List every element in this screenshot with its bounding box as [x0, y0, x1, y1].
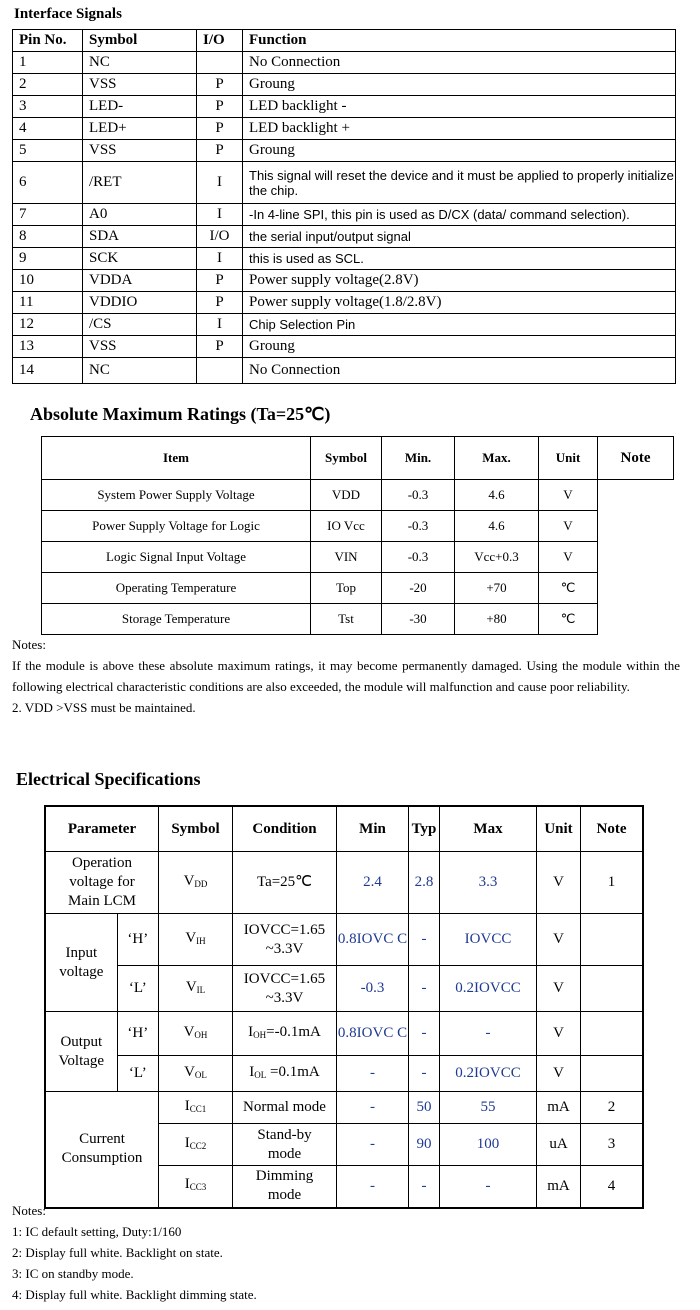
- function-cell: Chip Selection Pin: [243, 314, 676, 336]
- io-cell: [197, 52, 243, 74]
- table-row: [13, 248, 676, 270]
- symbol-cell: Tst: [311, 604, 382, 635]
- table-row: [13, 336, 676, 358]
- table-row: [13, 74, 676, 96]
- min-cell: -: [337, 1092, 409, 1124]
- electrical-rows: [45, 852, 643, 1208]
- condition-cell: Ta=25℃: [233, 852, 337, 914]
- symbol-sub: DD: [194, 878, 208, 889]
- table-row: [45, 914, 643, 966]
- symbol-sub: IH: [196, 935, 206, 946]
- level-cell: ‘H’: [117, 1012, 158, 1056]
- note-cell: [581, 1012, 644, 1056]
- table-row: [13, 226, 676, 248]
- unit-cell: uA: [537, 1124, 581, 1166]
- table-header-row: [42, 437, 674, 480]
- param-label: Current Consumption: [45, 1092, 159, 1208]
- pin-cell: 8: [13, 226, 83, 248]
- condition-cell: [233, 1012, 337, 1056]
- symbol-cell: [159, 966, 233, 1012]
- param-label: Input voltage: [45, 914, 117, 1012]
- symbol-cell: NC: [83, 52, 197, 74]
- max-cell: 4.6: [455, 480, 539, 511]
- symbol-text: V: [183, 872, 195, 889]
- table-row: [13, 52, 676, 74]
- symbol-sub: CC1: [189, 1103, 207, 1114]
- unit-cell: V: [537, 914, 581, 966]
- symbol-cell: VSS: [83, 140, 197, 162]
- pin-cell: 12: [13, 314, 83, 336]
- unit-cell: V: [537, 852, 581, 914]
- table-row: [45, 852, 643, 914]
- function-cell: this is used as SCL.: [243, 248, 676, 270]
- function-cell: LED backlight -: [243, 96, 676, 118]
- header-min: Min: [337, 806, 409, 852]
- table-row: [13, 314, 676, 336]
- io-cell: P: [197, 270, 243, 292]
- pin-cell: 3: [13, 96, 83, 118]
- table-row: [13, 292, 676, 314]
- max-cell: Vcc+0.3: [455, 542, 539, 573]
- symbol-text: V: [185, 929, 197, 946]
- symbol-text: V: [183, 1023, 195, 1040]
- io-cell: P: [197, 96, 243, 118]
- unit-cell: V: [537, 1056, 581, 1092]
- pin-cell: 10: [13, 270, 83, 292]
- function-cell: Power supply voltage(2.8V): [243, 270, 676, 292]
- unit-cell: V: [539, 542, 598, 573]
- item-cell: Operating Temperature: [42, 573, 311, 604]
- unit-cell: mA: [537, 1092, 581, 1124]
- header-function: Function: [243, 30, 676, 52]
- max-cell: +70: [455, 573, 539, 604]
- header-pin: Pin No.: [13, 30, 83, 52]
- symbol-cell: [159, 852, 233, 914]
- header-note: Note: [581, 806, 644, 852]
- table-row: [42, 542, 674, 573]
- item-cell: Power Supply Voltage for Logic: [42, 511, 311, 542]
- min-cell: -20: [382, 573, 455, 604]
- max-cell: 55: [440, 1092, 537, 1124]
- io-cell: P: [197, 74, 243, 96]
- header-symbol: Symbol: [83, 30, 197, 52]
- unit-cell: V: [537, 1012, 581, 1056]
- pin-cell: 5: [13, 140, 83, 162]
- header-max: Max.: [455, 437, 539, 480]
- note-text: 4: Display full white. Backlight dimming state.: [12, 1287, 257, 1302]
- condition-cell: Normal mode: [233, 1092, 337, 1124]
- header-io: I/O: [197, 30, 243, 52]
- symbol-sub: CC3: [189, 1182, 207, 1193]
- cond-text: =0.1mA: [266, 1063, 320, 1080]
- elec-notes: [12, 1200, 680, 1305]
- symbol-cell: LED+: [83, 118, 197, 140]
- symbol-cell: VSS: [83, 336, 197, 358]
- cond-sub: OH: [253, 1029, 267, 1040]
- min-cell: -30: [382, 604, 455, 635]
- condition-cell: Stand-by mode: [233, 1124, 337, 1166]
- table-row: [13, 140, 676, 162]
- table-row: [13, 204, 676, 226]
- symbol-cell: VSS: [83, 74, 197, 96]
- typ-cell: -: [409, 1166, 440, 1208]
- symbol-cell: SDA: [83, 226, 197, 248]
- min-cell: -0.3: [382, 511, 455, 542]
- condition-cell: [233, 1056, 337, 1092]
- header-typ: Typ: [409, 806, 440, 852]
- cond-sub: OL: [254, 1069, 267, 1080]
- table-row: [13, 118, 676, 140]
- io-cell: P: [197, 118, 243, 140]
- condition-cell: Dimming mode: [233, 1166, 337, 1208]
- header-unit: Unit: [539, 437, 598, 480]
- table-row: [45, 1056, 643, 1092]
- elec-title: Electrical Specifications: [16, 769, 201, 789]
- interface-signals-table: [12, 29, 676, 384]
- io-cell: I: [197, 204, 243, 226]
- max-cell: 3.3: [440, 852, 537, 914]
- max-cell: 0.2IOVCC: [440, 966, 537, 1012]
- header-symbol: Symbol: [159, 806, 233, 852]
- note-cell: 3: [581, 1124, 644, 1166]
- table-row: [13, 96, 676, 118]
- symbol-text: V: [184, 1063, 195, 1080]
- max-cell: -: [440, 1166, 537, 1208]
- interface-title: Interface Signals: [14, 6, 122, 22]
- symbol-cell: [159, 1092, 233, 1124]
- typ-cell: 2.8: [409, 852, 440, 914]
- header-symbol: Symbol: [311, 437, 382, 480]
- header-item: Item: [42, 437, 311, 480]
- function-cell: This signal will reset the device and it must be applied to properly initialize the chip.: [243, 162, 676, 204]
- interface-rows: [13, 52, 676, 384]
- header-unit: Unit: [537, 806, 581, 852]
- note-cell: [581, 1056, 644, 1092]
- function-cell: No Connection: [243, 358, 676, 384]
- note-cell: 1: [581, 852, 644, 914]
- condition-cell: IOVCC=1.65 ~3.3V: [233, 966, 337, 1012]
- table-row: [45, 1012, 643, 1056]
- unit-cell: V: [539, 480, 598, 511]
- unit-cell: ℃: [539, 573, 598, 604]
- table-row: [42, 511, 674, 542]
- level-cell: ‘H’: [117, 914, 158, 966]
- cond-text: I: [249, 1063, 255, 1080]
- pin-cell: 14: [13, 358, 83, 384]
- item-cell: System Power Supply Voltage: [42, 480, 311, 511]
- symbol-cell: VDDA: [83, 270, 197, 292]
- symbol-sub: CC2: [189, 1140, 207, 1151]
- max-cell: 100: [440, 1124, 537, 1166]
- min-cell: 0.8IOVC C: [337, 1012, 409, 1056]
- symbol-cell: [159, 914, 233, 966]
- function-cell: No Connection: [243, 52, 676, 74]
- typ-cell: 50: [409, 1092, 440, 1124]
- pin-cell: 4: [13, 118, 83, 140]
- note-text: 3: IC on standby mode.: [12, 1266, 134, 1281]
- note-text: 2: Display full white. Backlight on state.: [12, 1245, 223, 1260]
- header-parameter: Parameter: [45, 806, 159, 852]
- io-cell: P: [197, 336, 243, 358]
- symbol-text: I: [184, 1176, 190, 1193]
- min-cell: -0.3: [382, 480, 455, 511]
- note-cell: [581, 966, 644, 1012]
- symbol-sub: OH: [194, 1029, 208, 1040]
- function-cell: the serial input/output signal: [243, 226, 676, 248]
- note-cell: [598, 480, 674, 635]
- io-cell: I: [197, 314, 243, 336]
- symbol-sub: IL: [196, 984, 206, 995]
- item-cell: Logic Signal Input Voltage: [42, 542, 311, 573]
- cond-text: I: [248, 1023, 254, 1040]
- symbol-cell: [159, 1056, 233, 1092]
- symbol-text: I: [184, 1097, 190, 1114]
- symbol-cell: LED-: [83, 96, 197, 118]
- item-cell: Storage Temperature: [42, 604, 311, 635]
- param-label: Output Voltage: [45, 1012, 117, 1092]
- function-cell: Groung: [243, 140, 676, 162]
- typ-cell: -: [409, 966, 440, 1012]
- unit-cell: V: [537, 966, 581, 1012]
- table-header-row: [13, 30, 676, 52]
- note-cell: [581, 914, 644, 966]
- io-cell: I: [197, 248, 243, 270]
- note-text: 1: IC default setting, Duty:1/160: [12, 1224, 182, 1239]
- param-label: Operation voltage for Main LCM: [45, 852, 159, 914]
- io-cell: P: [197, 140, 243, 162]
- header-condition: Condition: [233, 806, 337, 852]
- max-cell: 4.6: [455, 511, 539, 542]
- pin-cell: 1: [13, 52, 83, 74]
- pin-cell: 7: [13, 204, 83, 226]
- table-row: [13, 358, 676, 384]
- min-cell: 0.8IOVC C: [337, 914, 409, 966]
- symbol-cell: A0: [83, 204, 197, 226]
- header-note: Note: [598, 437, 674, 480]
- unit-cell: V: [539, 511, 598, 542]
- symbol-cell: NC: [83, 358, 197, 384]
- table-row: [13, 162, 676, 204]
- pin-cell: 6: [13, 162, 83, 204]
- note-cell: 4: [581, 1166, 644, 1208]
- symbol-text: I: [184, 1134, 190, 1151]
- header-min: Min.: [382, 437, 455, 480]
- absmax-table: [41, 436, 674, 635]
- typ-cell: 90: [409, 1124, 440, 1166]
- min-cell: 2.4: [337, 852, 409, 914]
- symbol-cell: /CS: [83, 314, 197, 336]
- io-cell: P: [197, 292, 243, 314]
- function-cell: -In 4-line SPI, this pin is used as D/CX (data/ command selection).: [243, 204, 676, 226]
- symbol-text: V: [185, 978, 197, 995]
- max-cell: 0.2IOVCC: [440, 1056, 537, 1092]
- min-cell: -: [337, 1056, 409, 1092]
- symbol-cell: SCK: [83, 248, 197, 270]
- pin-cell: 11: [13, 292, 83, 314]
- symbol-cell: /RET: [83, 162, 197, 204]
- function-cell: Groung: [243, 336, 676, 358]
- max-cell: -: [440, 1012, 537, 1056]
- pin-cell: 2: [13, 74, 83, 96]
- symbol-cell: [159, 1124, 233, 1166]
- max-cell: IOVCC: [440, 914, 537, 966]
- level-cell: ‘L’: [117, 1056, 158, 1092]
- cond-text: =-0.1mA: [266, 1023, 321, 1040]
- min-cell: -0.3: [337, 966, 409, 1012]
- absmax-notes: [12, 634, 680, 718]
- typ-cell: -: [409, 1012, 440, 1056]
- condition-cell: IOVCC=1.65 ~3.3V: [233, 914, 337, 966]
- table-row: [42, 573, 674, 604]
- min-cell: -0.3: [382, 542, 455, 573]
- io-cell: I: [197, 162, 243, 204]
- typ-cell: -: [409, 914, 440, 966]
- note-text: 2. VDD >VSS must be maintained.: [12, 700, 196, 715]
- note-cell: 2: [581, 1092, 644, 1124]
- table-header-row: [45, 806, 643, 852]
- pin-cell: 9: [13, 248, 83, 270]
- typ-cell: -: [409, 1056, 440, 1092]
- header-max: Max: [440, 806, 537, 852]
- absmax-title: Absolute Maximum Ratings (Ta=25℃): [30, 404, 331, 424]
- symbol-cell: VIN: [311, 542, 382, 573]
- electrical-specs-table: [44, 805, 644, 1209]
- function-cell: Groung: [243, 74, 676, 96]
- notes-label: Notes:: [12, 637, 46, 652]
- note-text: If the module is above these absolute maximum ratings, it may become permanently damaged. Using the module within the following electrical characteristic conditions are also exceeded, the module will malfunction and cause poor reliability.: [12, 658, 680, 694]
- symbol-cell: IO Vcc: [311, 511, 382, 542]
- max-cell: +80: [455, 604, 539, 635]
- unit-cell: mA: [537, 1166, 581, 1208]
- table-row: [45, 966, 643, 1012]
- level-cell: ‘L’: [117, 966, 158, 1012]
- io-cell: I/O: [197, 226, 243, 248]
- function-cell: Power supply voltage(1.8/2.8V): [243, 292, 676, 314]
- min-cell: -: [337, 1124, 409, 1166]
- table-row: [45, 1092, 643, 1124]
- symbol-cell: [159, 1012, 233, 1056]
- function-cell: LED backlight +: [243, 118, 676, 140]
- symbol-sub: OL: [194, 1069, 207, 1080]
- symbol-cell: VDDIO: [83, 292, 197, 314]
- table-row: [42, 480, 674, 511]
- io-cell: [197, 358, 243, 384]
- unit-cell: ℃: [539, 604, 598, 635]
- pin-cell: 13: [13, 336, 83, 358]
- symbol-cell: Top: [311, 573, 382, 604]
- table-row: [42, 604, 674, 635]
- symbol-cell: VDD: [311, 480, 382, 511]
- min-cell: -: [337, 1166, 409, 1208]
- absmax-rows: [42, 480, 674, 635]
- table-row: [13, 270, 676, 292]
- notes-label: Notes:: [12, 1203, 46, 1218]
